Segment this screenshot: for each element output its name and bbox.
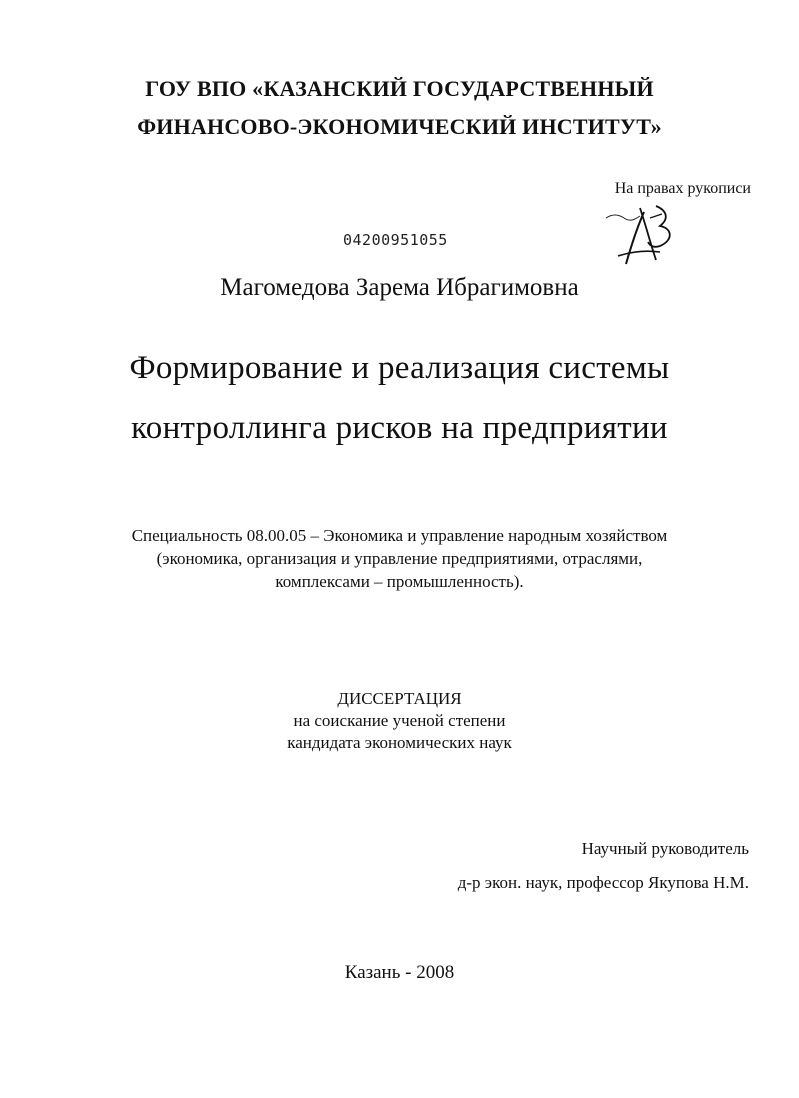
specialty-line-3: комплексами – промышленность). bbox=[275, 572, 524, 591]
advisor-name: д-р экон. наук, профессор Якупова Н.М. bbox=[457, 873, 749, 892]
specialty-line-1: Специальность 08.00.05 – Экономика и управление народным хозяйством bbox=[131, 526, 668, 545]
rights-note: На правах рукописи bbox=[614, 180, 751, 197]
work-type-line-2: на соискание ученой степени bbox=[293, 711, 506, 730]
institution-line-1: ГОУ ВПО «КАЗАНСКИЙ ГОСУДАРСТВЕННЫЙ bbox=[145, 76, 654, 101]
work-type-heading: ДИССЕРТАЦИЯ bbox=[337, 689, 462, 708]
institution-line-2: ФИНАНСОВО-ЭКОНОМИЧЕСКИЙ ИНСТИТУТ» bbox=[137, 114, 662, 139]
specialty-line-2: (экономика, организация и управление предприятиями, отраслями, bbox=[156, 549, 643, 568]
work-type-line-3: кандидата экономических наук bbox=[287, 733, 512, 752]
author-name: Магомедова Зарема Ибрагимовна bbox=[220, 274, 579, 301]
city-year: Казань - 2008 bbox=[344, 962, 455, 983]
registration-number: 04200951055 bbox=[343, 231, 448, 249]
handwritten-signature bbox=[600, 196, 680, 268]
title-line-1: Формирование и реализация системы bbox=[129, 350, 670, 386]
advisor-label: Научный руководитель bbox=[581, 839, 749, 858]
title-line-2: контроллинга рисков на предприятии bbox=[131, 410, 668, 446]
